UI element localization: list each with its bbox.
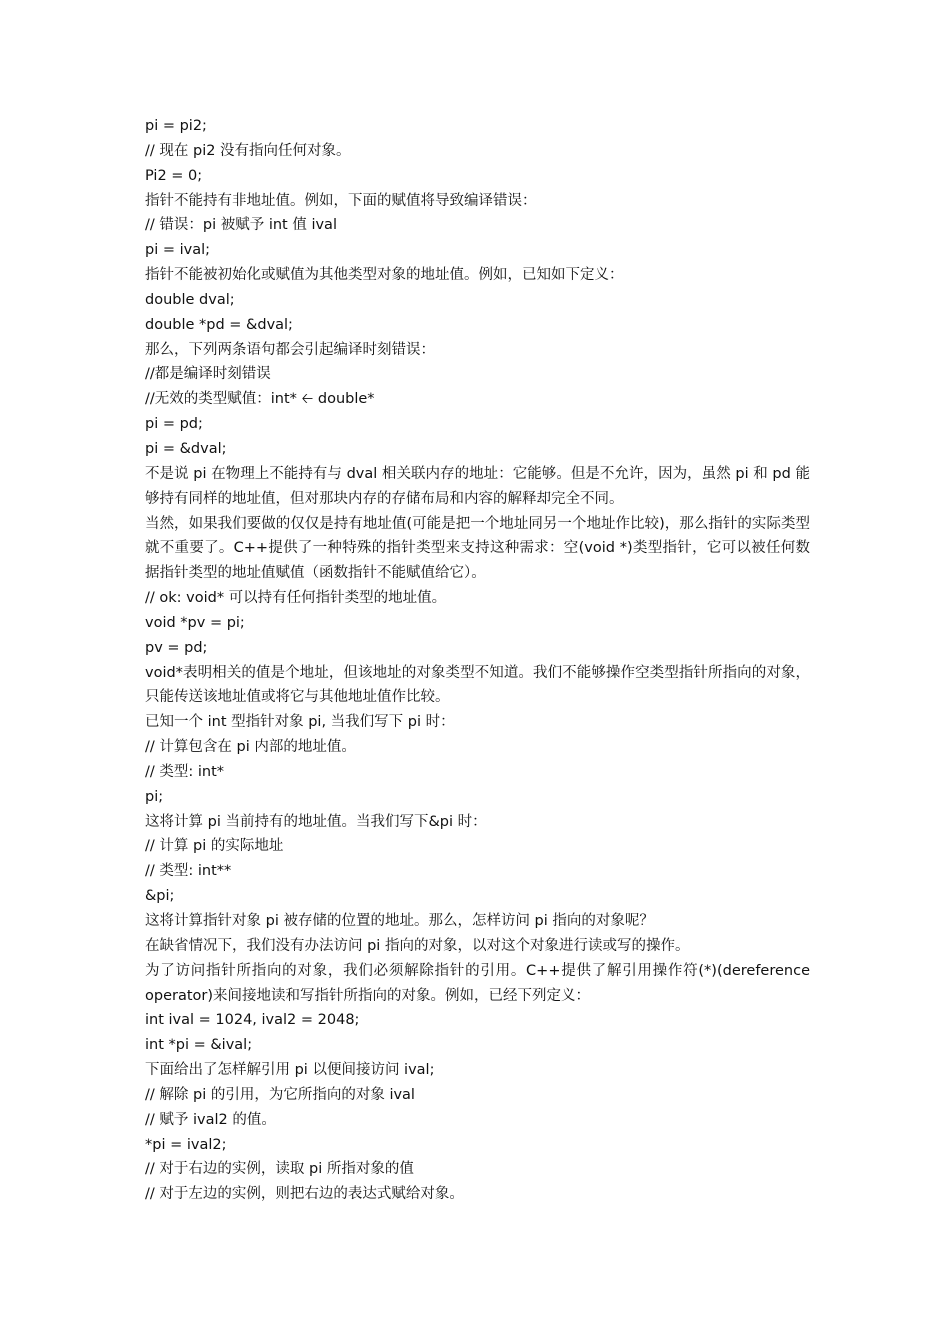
code-line: //都是编译时刻错误 bbox=[145, 366, 271, 383]
code-line: // 错误：pi 被赋予 int 值 ival bbox=[145, 217, 337, 234]
code-line: // 计算 pi 的实际地址 bbox=[145, 838, 284, 855]
code-line: void *pv = pi; bbox=[145, 614, 245, 631]
code-line: // 赋予 ival2 的值。 bbox=[145, 1111, 276, 1128]
code-line: pi = pi2; bbox=[145, 118, 207, 134]
code-line: // 对于右边的实例，读取 pi 所指对象的值 bbox=[145, 1161, 414, 1178]
text-line: 下面给出了怎样解引用 pi 以便间接访问 ival; bbox=[145, 1062, 435, 1079]
code-line: pv = pd; bbox=[145, 639, 208, 656]
code-line: // 解除 pi 的引用，为它所指向的对象 ival bbox=[145, 1086, 415, 1103]
code-line: int ival = 1024, ival2 = 2048; bbox=[145, 1012, 360, 1029]
paragraph: 为了访问指针所指向的对象，我们必须解除指针的引用。C++提供了解引用操作符(*)(dereference operator)来间接地读和写指针所指向的对象。例如，已经下列定义： bbox=[145, 962, 810, 1004]
text-line: 那么，下列两条语句都会引起编译时刻错误： bbox=[145, 341, 435, 358]
code-line: // 现在 pi2 没有指向任何对象。 bbox=[145, 142, 351, 159]
code-line: double dval; bbox=[145, 291, 235, 308]
code-line: // 类型: int* bbox=[145, 763, 225, 780]
code-line: // 类型: int** bbox=[145, 863, 232, 880]
code-line: Pi2 = 0; bbox=[145, 167, 203, 184]
text-line: 指针不能持有非地址值。例如，下面的赋值将导致编译错误： bbox=[145, 192, 537, 209]
code-line: pi = &dval; bbox=[145, 440, 227, 457]
code-line: //无效的类型赋值：int* 🡠 double* bbox=[145, 391, 375, 408]
code-line: *pi = ival2; bbox=[145, 1136, 227, 1153]
code-line: pi = ival; bbox=[145, 242, 211, 259]
code-line: // 对于左边的实例，则把右边的表达式赋给对象。 bbox=[145, 1186, 464, 1203]
code-line: double *pd = &dval; bbox=[145, 316, 293, 333]
text-line: 在缺省情况下，我们没有办法访问 pi 指向的对象，以对这个对象进行读或写的操作。 bbox=[145, 937, 690, 954]
code-line: pi; bbox=[145, 788, 164, 805]
code-line: // ok: void* 可以持有任何指针类型的地址值。 bbox=[145, 590, 447, 607]
text-line: 这将计算指针对象 pi 被存储的位置的地址。那么，怎样访问 pi 指向的对象呢？ bbox=[145, 913, 654, 929]
document-body bbox=[145, 114, 810, 1207]
paragraph: 不是说 pi 在物理上不能持有与 dval 相关联内存的地址：它能够。但是不允许，因为，虽然 pi 和 pd 能够持有同样的地址值，但对那块内存的存储布局和内容的解释却完全不同。 bbox=[145, 465, 810, 507]
paragraph: 当然，如果我们要做的仅仅是持有地址值(可能是把一个地址同另一个地址作比较)，那么指针的实际类型就不重要了。C++提供了一种特殊的指针类型来支持这种需求：空(void *)类型指针，它可以被任何数据指针类型的地址值赋值（函数指针不能赋值给它）。 bbox=[145, 515, 810, 582]
paragraph: void*表明相关的值是个地址，但该地址的对象类型不知道。我们不能够操作空类型指针所指向的对象，只能传送该地址值或将它与其他地址值作比较。 bbox=[145, 664, 810, 706]
code-line: int *pi = &ival; bbox=[145, 1037, 253, 1054]
code-line: // 计算包含在 pi 内部的地址值。 bbox=[145, 739, 356, 756]
code-line: pi = pd; bbox=[145, 416, 203, 433]
code-line: &pi; bbox=[145, 888, 175, 905]
text-line: 这将计算 pi 当前持有的地址值。当我们写下&pi 时： bbox=[145, 813, 487, 830]
text-line: 指针不能被初始化或赋值为其他类型对象的地址值。例如，已知如下定义： bbox=[145, 267, 624, 284]
text-line: 已知一个 int 型指针对象 pi, 当我们写下 pi 时： bbox=[145, 714, 455, 731]
